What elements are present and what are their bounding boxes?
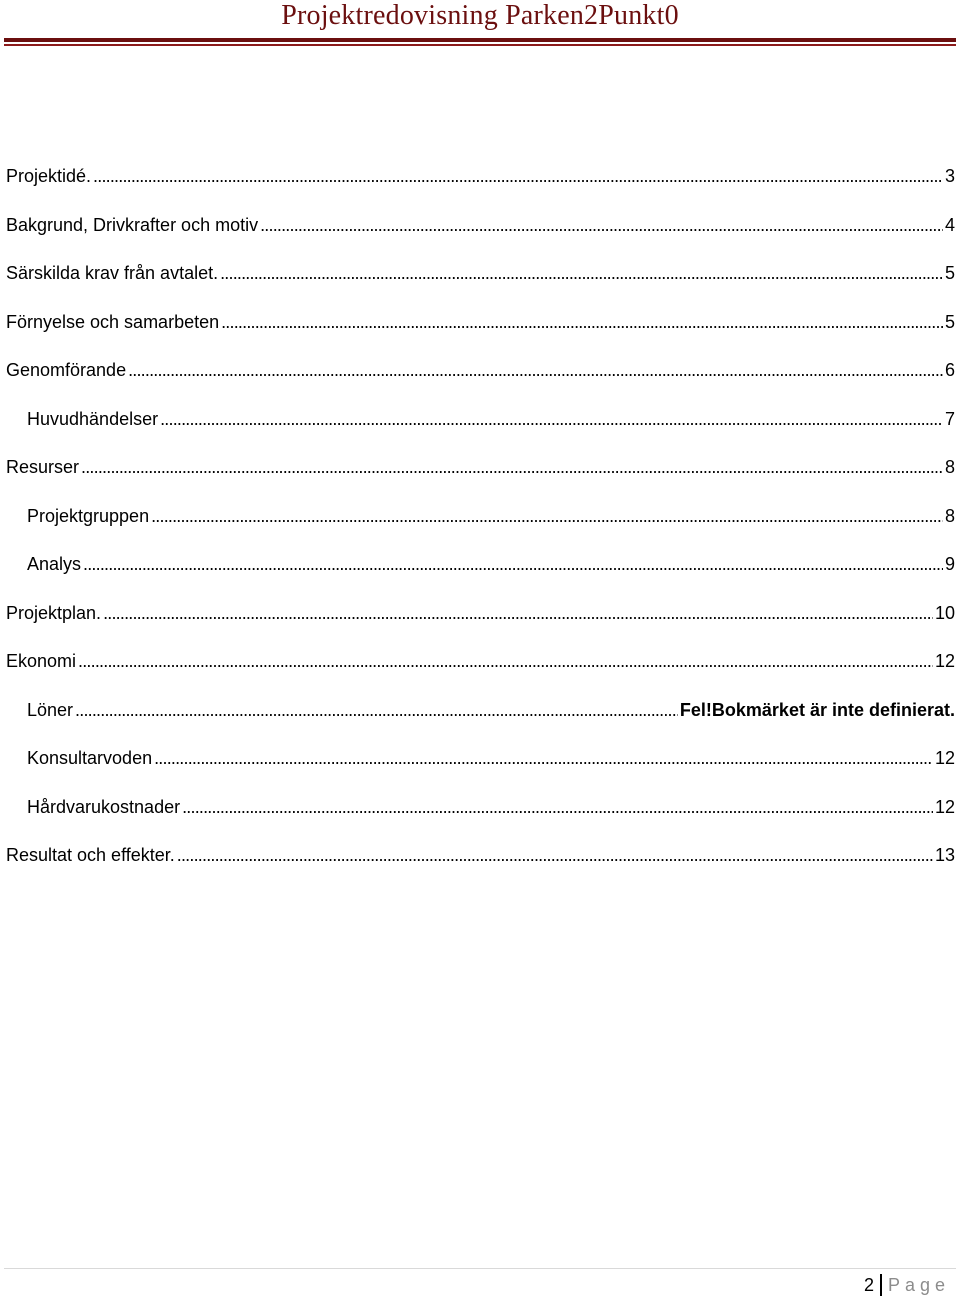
toc-entry-title[interactable]: Resultat och effekter. xyxy=(6,842,177,868)
toc-entry[interactable] xyxy=(6,794,955,843)
toc-dot-leader xyxy=(154,745,933,771)
toc-entry[interactable] xyxy=(6,697,955,746)
toc-entry[interactable] xyxy=(6,600,955,649)
toc-entry[interactable] xyxy=(6,406,955,455)
toc-entry-page[interactable]: 12 xyxy=(933,794,955,820)
header-rule-thin xyxy=(4,44,956,46)
footer-separator xyxy=(880,1274,882,1296)
toc-entry-page[interactable]: 3 xyxy=(943,163,955,189)
toc-dot-leader xyxy=(128,357,943,383)
toc-entry-page[interactable]: 12 xyxy=(933,745,955,771)
toc-dot-leader xyxy=(83,551,943,577)
toc-entry-title[interactable]: Ekonomi xyxy=(6,648,78,674)
toc-entry-title[interactable]: Genomförande xyxy=(6,357,128,383)
toc-entry-page[interactable]: Fel!Bokmärket är inte definierat. xyxy=(678,697,955,723)
toc-entry-page[interactable]: 5 xyxy=(943,309,955,335)
toc-entry-page[interactable]: 5 xyxy=(943,260,955,286)
toc-entry-title[interactable]: Förnyelse och samarbeten xyxy=(6,309,221,335)
toc-entry-page[interactable]: 8 xyxy=(943,503,955,529)
header-rule-thick xyxy=(4,38,956,42)
toc-entry[interactable] xyxy=(6,454,955,503)
toc-entry-title[interactable]: Projektplan. xyxy=(6,600,103,626)
page-footer xyxy=(864,1272,950,1298)
toc-entry[interactable] xyxy=(6,648,955,697)
toc-entry-title[interactable]: Projektgruppen xyxy=(27,503,151,529)
toc-dot-leader xyxy=(160,406,943,432)
toc-dot-leader xyxy=(151,503,943,529)
toc-entry-page[interactable]: 4 xyxy=(943,212,955,238)
toc-dot-leader xyxy=(81,454,943,480)
toc-entry-page[interactable]: 7 xyxy=(943,406,955,432)
toc-entry-page[interactable]: 10 xyxy=(933,600,955,626)
table-of-contents xyxy=(6,163,955,891)
toc-entry[interactable] xyxy=(6,212,955,261)
toc-dot-leader xyxy=(177,842,933,868)
toc-entry-title[interactable]: Resurser xyxy=(6,454,81,480)
footer-rule xyxy=(4,1268,956,1269)
toc-entry-title[interactable]: Löner xyxy=(27,697,75,723)
toc-entry-title[interactable]: Bakgrund, Drivkrafter och motiv xyxy=(6,212,260,238)
toc-entry-page[interactable]: 12 xyxy=(933,648,955,674)
toc-entry-page[interactable]: 13 xyxy=(933,842,955,868)
toc-entry-title[interactable]: Hårdvarukostnader xyxy=(27,794,182,820)
toc-entry[interactable] xyxy=(6,842,955,891)
toc-dot-leader xyxy=(220,260,943,286)
document-title: Projektredovisning Parken2Punkt0 xyxy=(281,0,679,31)
toc-entry[interactable] xyxy=(6,357,955,406)
toc-dot-leader xyxy=(221,309,943,335)
toc-entry[interactable] xyxy=(6,309,955,358)
toc-entry-title[interactable]: Analys xyxy=(27,551,83,577)
toc-entry-page[interactable]: 9 xyxy=(943,551,955,577)
toc-dot-leader xyxy=(93,163,943,189)
toc-entry-title[interactable]: Konsultarvoden xyxy=(27,745,154,771)
toc-dot-leader xyxy=(182,794,933,820)
toc-dot-leader xyxy=(75,697,678,723)
toc-entry-page[interactable]: 8 xyxy=(943,454,955,480)
page-label: Page xyxy=(887,1275,950,1295)
toc-entry[interactable] xyxy=(6,551,955,600)
toc-entry[interactable] xyxy=(6,260,955,309)
page-number: 2 xyxy=(863,1275,874,1295)
toc-dot-leader xyxy=(78,648,933,674)
toc-entry-title[interactable]: Huvudhändelser xyxy=(27,406,160,432)
toc-entry[interactable] xyxy=(6,163,955,212)
toc-entry[interactable] xyxy=(6,503,955,552)
toc-dot-leader xyxy=(260,212,943,238)
toc-entry-title[interactable]: Projektidé. xyxy=(6,163,93,189)
page-header xyxy=(0,0,960,48)
toc-dot-leader xyxy=(103,600,933,626)
toc-entry-page[interactable]: 6 xyxy=(943,357,955,383)
toc-entry[interactable] xyxy=(6,745,955,794)
toc-entry-title[interactable]: Särskilda krav från avtalet. xyxy=(6,260,220,286)
